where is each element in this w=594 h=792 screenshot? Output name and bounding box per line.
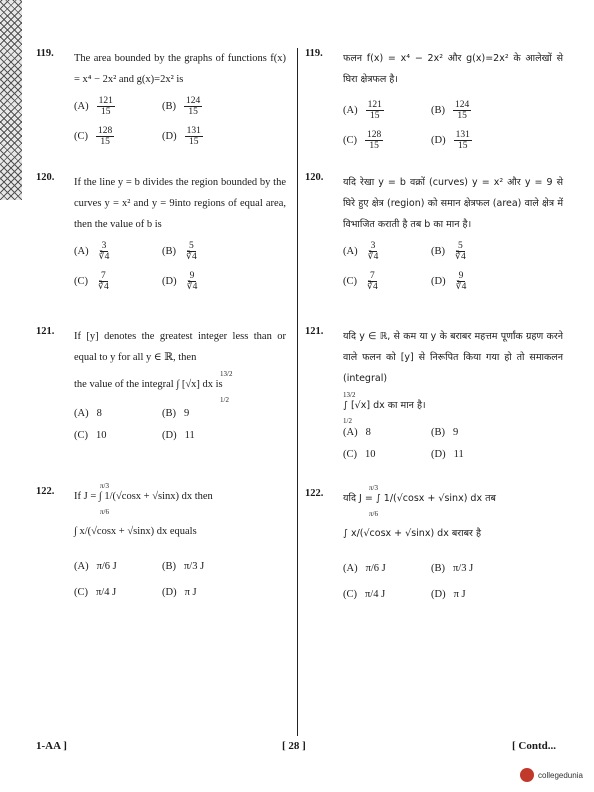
question-119-en [36, 48, 286, 150]
option-c[interactable]: (C) π/4 J [74, 586, 117, 598]
option-a[interactable]: (A) $\frac{3}{∛4}$ [74, 240, 110, 262]
integral-lower-limit: π/6 [369, 510, 378, 518]
question-text: The area bounded by the graphs of functions f(x) = x⁴ − 2x² and g(x)=2x² is [74, 53, 286, 85]
option-c[interactable]: (C) 10 [74, 429, 107, 441]
question-120-en [36, 172, 286, 295]
option-b[interactable]: (B) $\frac{124}{15}$ [431, 99, 470, 121]
question-text: यदि y ∈ ℝ, से कम या y के बराबर महत्तम पूर्णांक ग्रहण करने वाले फलन को [y] से निरूपित किया गया हो तो समाकलन (integral) [343, 331, 563, 384]
question-119-hi [305, 48, 563, 154]
option-c[interactable]: (C) $\frac{128}{15}$ [74, 125, 113, 147]
option-a[interactable]: (A) π/6 J [74, 560, 117, 572]
integral-upper-limit: 13/2 [343, 391, 356, 399]
integral-expression: यदि J = ∫ 1/(√cosx + √sinx) dx तब [343, 493, 496, 504]
logo-icon [520, 768, 534, 782]
option-d[interactable]: (D) $\frac{9}{∛4}$ [162, 270, 198, 292]
integral-upper-limit: π/3 [100, 482, 109, 490]
collegedunia-logo [520, 768, 583, 782]
option-d[interactable]: (D) $\frac{9}{∛4}$ [431, 270, 467, 292]
option-d[interactable]: (D) 11 [162, 429, 195, 441]
question-121-hi [305, 326, 563, 464]
question-text-2: ∫ x/(√cosx + √sinx) dx equals [74, 526, 197, 537]
logo-text: collegedunia [538, 770, 583, 780]
option-b[interactable]: (B) π/3 J [162, 560, 205, 572]
option-a[interactable]: (A) 8 [343, 426, 371, 438]
option-a[interactable]: (A) $\frac{121}{15}$ [343, 99, 382, 121]
integral-upper-limit: 13/2 [220, 370, 233, 378]
question-121-en [36, 326, 286, 445]
option-c[interactable]: (C) π/4 J [343, 588, 386, 600]
option-b[interactable]: (B) $\frac{5}{∛4}$ [162, 240, 197, 262]
integral-line [343, 391, 563, 425]
options [343, 96, 563, 154]
question-number: 122. [36, 486, 55, 497]
option-a[interactable]: (A) $\frac{3}{∛4}$ [343, 240, 379, 262]
options [343, 422, 563, 464]
option-a[interactable]: (A) π/6 J [343, 562, 386, 574]
question-text: If the line y = b divides the region bounded by the curves y = x² and y = 9into regions of equal area, then the value of b is [74, 177, 286, 230]
question-number: 119. [36, 48, 54, 59]
question-122-hi [305, 484, 563, 606]
integral-lower-limit: 1/2 [220, 396, 229, 404]
question-text: यदि रेखा y = b वक्रों (curves) y = x² और y = 9 से घिरे हुए क्षेत्र (region) को समान क्षेत्रफल (area) वाले क्षेत्र में विभाजित कराती है तब b का मान है। [343, 177, 563, 230]
option-b[interactable]: (B) 9 [162, 407, 190, 419]
options [74, 403, 286, 445]
decorative-border [0, 0, 22, 200]
question-text: फलन f(x) = x⁴ − 2x² और g(x)=2x² के आलेखों से घिरा क्षेत्रफल है। [343, 53, 563, 85]
continued-label: [ Contd... [512, 740, 557, 752]
options [74, 237, 286, 295]
integral-expression: ∫ [√x] dx का मान है। [343, 400, 426, 411]
options [343, 556, 563, 606]
question-number: 121. [305, 326, 324, 337]
question-120-hi [305, 172, 563, 295]
integral-lower-limit: 1/2 [343, 417, 352, 425]
integral-expression: If J = ∫ 1/(√cosx + √sinx) dx then [74, 491, 213, 502]
question-text: If [y] denotes the greatest integer less than or equal to y for all y ∈ ℝ, then [74, 331, 286, 363]
footer-code: 1-AA ] [36, 740, 67, 752]
option-b[interactable]: (B) $\frac{124}{15}$ [162, 95, 201, 117]
option-d[interactable]: (D) $\frac{131}{15}$ [162, 125, 201, 147]
question-number: 120. [36, 172, 55, 183]
option-c[interactable]: (C) $\frac{128}{15}$ [343, 129, 382, 151]
integral-upper-limit: π/3 [369, 484, 378, 492]
integral-expression: the value of the integral ∫ [√x] dx is [74, 379, 223, 390]
question-number: 120. [305, 172, 324, 183]
options [74, 92, 286, 150]
option-c[interactable]: (C) 10 [343, 448, 376, 460]
option-d[interactable]: (D) 11 [431, 448, 464, 460]
option-c[interactable]: (C) $\frac{7}{∛4}$ [74, 270, 109, 292]
option-b[interactable]: (B) π/3 J [431, 562, 474, 574]
option-c[interactable]: (C) $\frac{7}{∛4}$ [343, 270, 378, 292]
option-a[interactable]: (A) 8 [74, 407, 102, 419]
option-a[interactable]: (A) $\frac{121}{15}$ [74, 95, 113, 117]
integral-lower-limit: π/6 [100, 508, 109, 516]
option-d[interactable]: (D) $\frac{131}{15}$ [431, 129, 470, 151]
option-b[interactable]: (B) $\frac{5}{∛4}$ [431, 240, 466, 262]
question-number: 122. [305, 488, 324, 499]
question-number: 121. [36, 326, 55, 337]
option-d[interactable]: (D) π J [431, 588, 466, 600]
page-number: [ 28 ] [282, 740, 306, 752]
options [74, 554, 286, 604]
question-text [74, 482, 286, 516]
options [343, 237, 563, 295]
question-number: 119. [305, 48, 323, 59]
question-text [343, 484, 563, 518]
option-d[interactable]: (D) π J [162, 586, 197, 598]
column-divider [297, 48, 298, 736]
question-text-2: ∫ x/(√cosx + √sinx) dx बराबर है [343, 528, 481, 539]
integral-line [74, 370, 286, 404]
question-122-en [36, 482, 286, 604]
option-b[interactable]: (B) 9 [431, 426, 459, 438]
